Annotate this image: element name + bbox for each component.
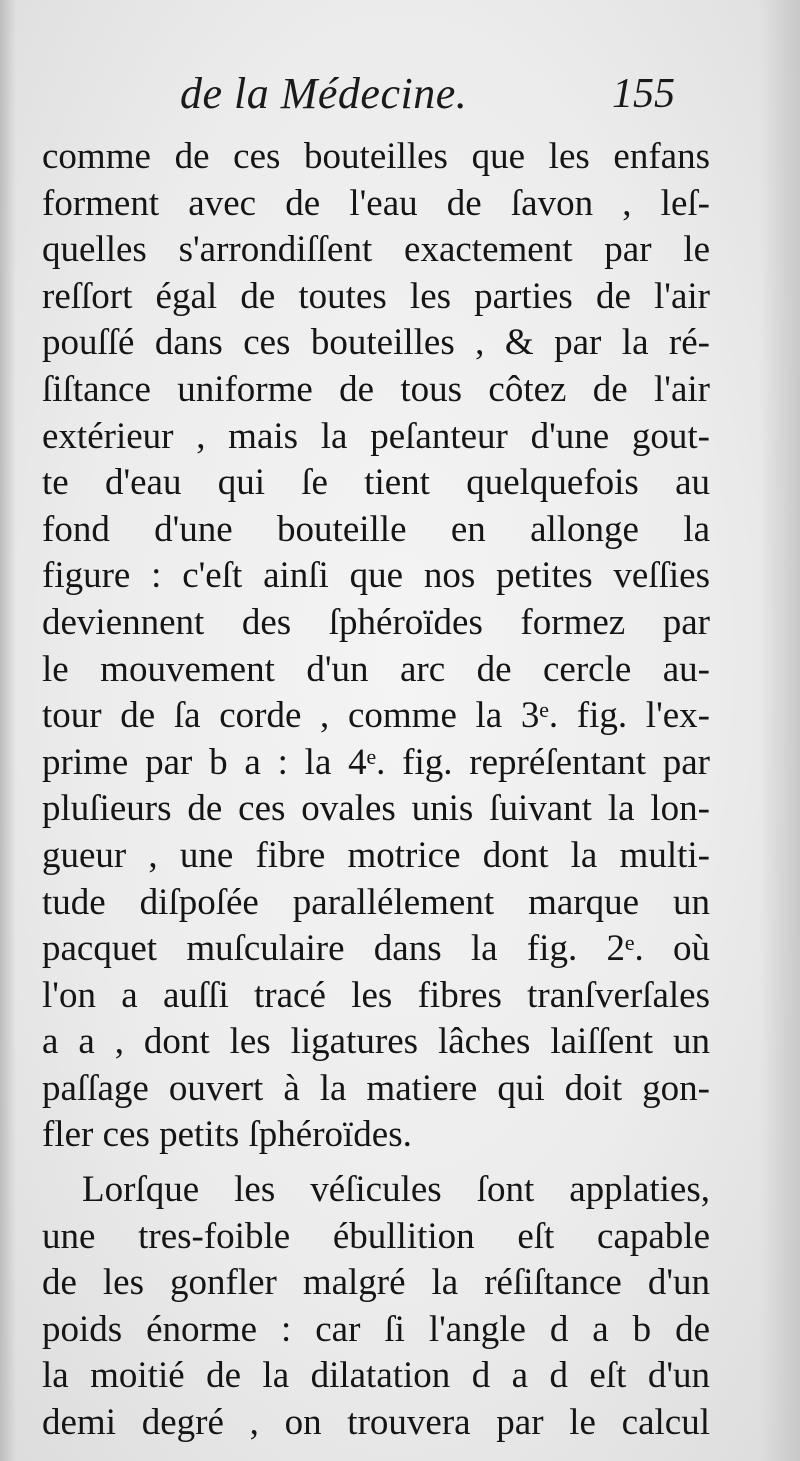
- text-line: ſiſtance uniforme de tous côtez de l'air: [42, 368, 710, 410]
- body-text: [42, 134, 710, 1447]
- text-line: paſſage ouvert à la matiere qui doit gon-: [42, 1067, 710, 1109]
- text-line: a a , dont les ligatures lâches laiſſent un: [42, 1021, 710, 1063]
- paragraph-1: [42, 134, 710, 1159]
- text-line: quelles s'arrondiſſent exactement par le: [42, 229, 710, 271]
- text-line: le mouvement d'un arc de cercle au-: [42, 648, 710, 690]
- text-line: extérieur , mais la peſanteur d'une gout-: [42, 415, 710, 457]
- text-line: l'on a auſſi tracé les fibres tranſverſales: [42, 974, 710, 1016]
- text-line: poids énorme : car ſi l'angle d a b de: [42, 1308, 710, 1350]
- text-line: Lorſque les véſicules ſont applaties,: [82, 1169, 710, 1211]
- text-line: de les gonfler malgré la réſiſtance d'un: [42, 1262, 710, 1304]
- text-line: tude diſpoſée parallélement marque un: [42, 881, 710, 923]
- text-line: forment avec de l'eau de ſavon , leſ-: [42, 182, 710, 224]
- page-edge-shadow-right: [760, 0, 800, 1461]
- text-line: reſſort égal de toutes les parties de l'air: [42, 275, 710, 317]
- text-line: demi degré , on trouvera par le calcul: [42, 1402, 710, 1444]
- text-line: fler ces petits ſphéroïdes.: [42, 1114, 412, 1156]
- text-line: figure : c'eſt ainſi que nos petites veſſies: [42, 555, 710, 597]
- text-line: tour de ſa corde , comme la 3ᵉ. fig. l'ex-: [42, 695, 710, 737]
- page-edge-shadow-left: [0, 0, 16, 1461]
- paragraph-2: [42, 1167, 710, 1447]
- page-number: 155: [612, 71, 675, 117]
- paragraph-break: [42, 1159, 710, 1167]
- text-line: une tres-foible ébullition eſt capable: [42, 1215, 710, 1257]
- text-line: pacquet muſculaire dans la fig. 2ᵉ. où: [42, 928, 710, 970]
- text-line: te d'eau qui ſe tient quelquefois au: [42, 462, 710, 504]
- text-line: pluſieurs de ces ovales unis ſuivant la lon-: [42, 788, 710, 830]
- text-line: prime par b a : la 4ᵉ. fig. repréſentant par: [42, 741, 710, 783]
- text-line: pouſſé dans ces bouteilles , & par la ré-: [42, 322, 710, 364]
- text-line: la moitié de la dilatation d a d eſt d'un: [42, 1355, 710, 1397]
- running-head-title: de la Médecine.: [180, 69, 468, 118]
- text-line: comme de ces bouteilles que les enfans: [42, 136, 710, 177]
- text-line: deviennent des ſphéroïdes formez par: [42, 601, 710, 643]
- running-head: [0, 68, 800, 138]
- text-line: fond d'une bouteille en allonge la: [42, 508, 710, 550]
- text-line: gueur , une fibre motrice dont la multi-: [42, 834, 710, 876]
